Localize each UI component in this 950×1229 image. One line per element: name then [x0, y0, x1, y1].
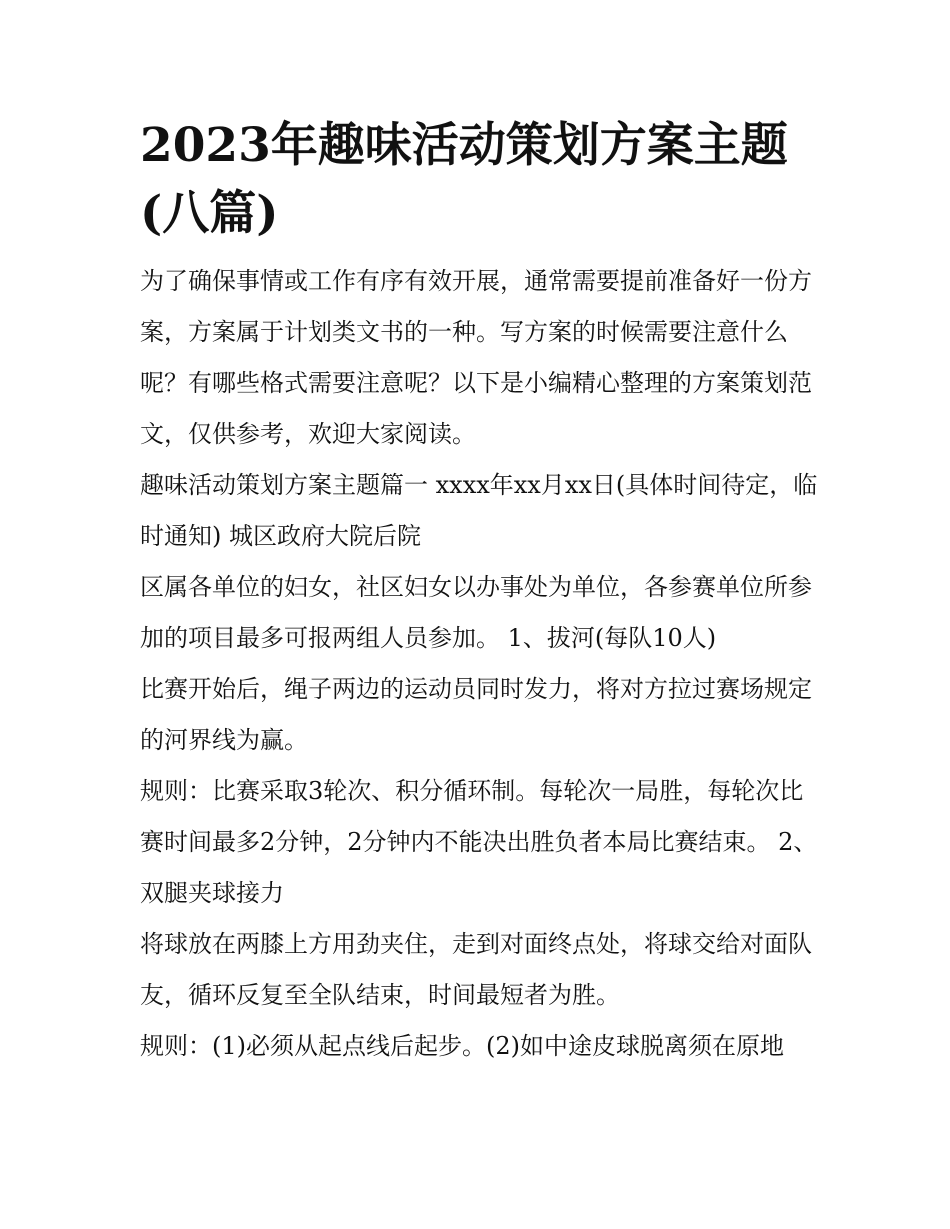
participants-paragraph: 区属各单位的妇女，社区妇女以办事处为单位，各参赛单位所参加的项目最多可报两组人员参加。 1、拔河(每队10人) — [140, 573, 812, 652]
tug-of-war-description: 比赛开始后，绳子两边的运动员同时发力，将对方拉过赛场规定的河界线为赢。 — [140, 675, 812, 754]
leg-ball-relay-rules: 规则：(1)必须从起点线后起步。(2)如中途皮球脱离须在原地 — [140, 1032, 784, 1060]
document-title: 2023年趣味活动策划方案主题(八篇) — [140, 118, 788, 241]
document-page — [140, 112, 820, 1072]
event-info-paragraph: 趣味活动策划方案主题篇一 xxxx年xx月xx日(具体时间待定，临时通知) 城区政府大院后院 — [140, 471, 818, 550]
leg-ball-relay-description: 将球放在两膝上方用劲夹住，走到对面终点处，将球交给对面队友，循环反复至全队结束，时间最短者为胜。 — [140, 930, 812, 1009]
intro-paragraph: 为了确保事情或工作有序有效开展，通常需要提前准备好一份方案，方案属于计划类文书的一种。写方案的时候需要注意什么呢？有哪些格式需要注意呢？以下是小编精心整理的方案策划范文，仅供参考，欢迎大家阅读。 — [140, 267, 812, 448]
tug-of-war-rules: 规则：比赛采取3轮次、积分循环制。每轮次一局胜，每轮次比赛时间最多2分钟，2分钟内不能决出胜负者本局比赛结束。 2、双腿夹球接力 — [140, 777, 818, 907]
